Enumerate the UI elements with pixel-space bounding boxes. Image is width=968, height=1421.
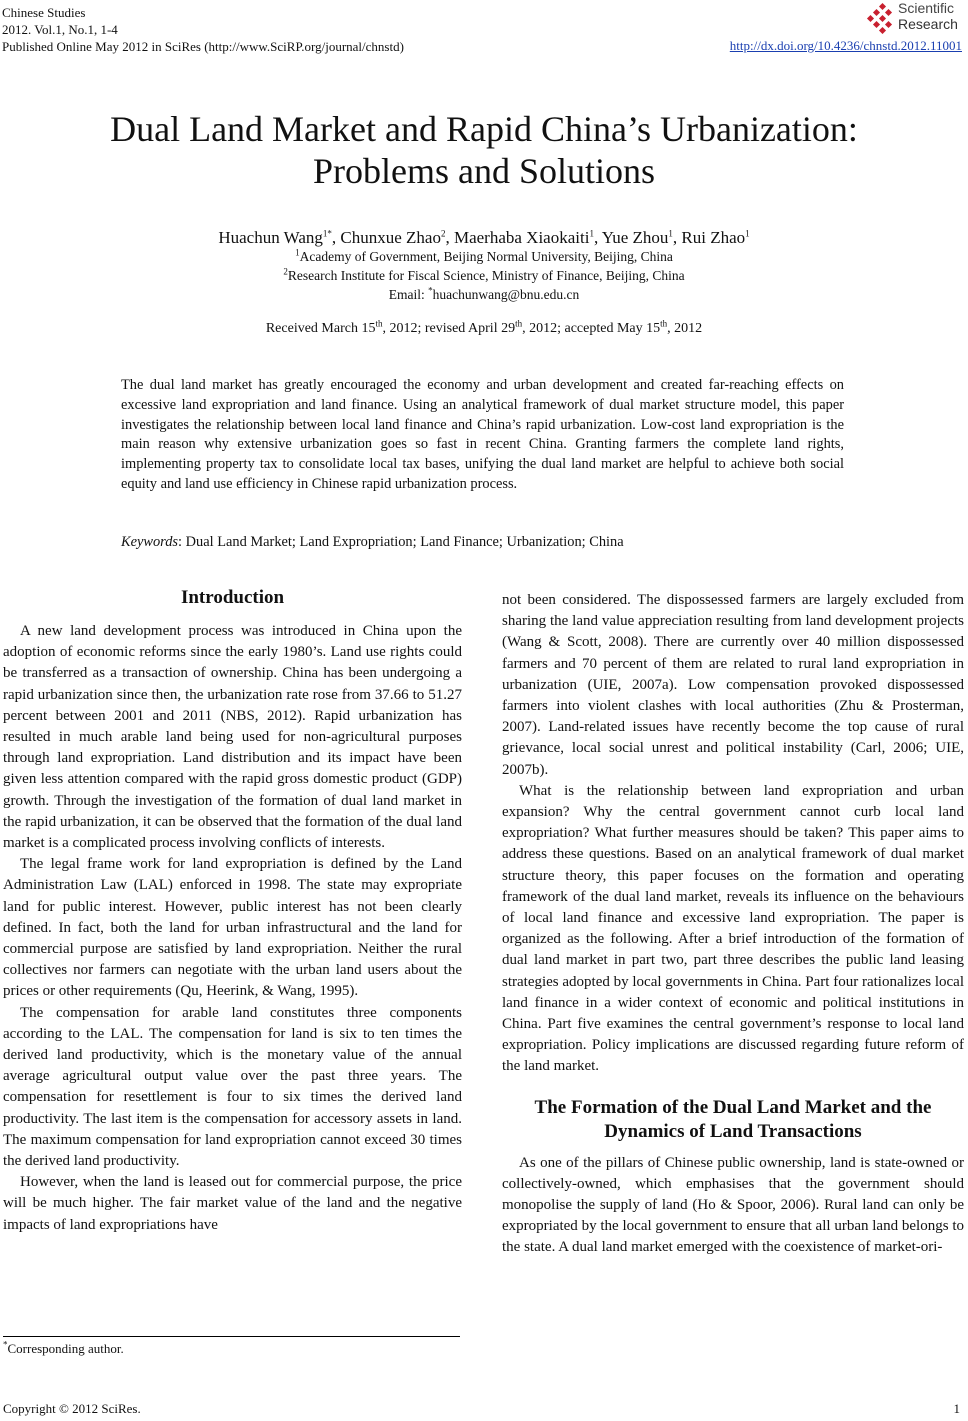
author-name: Huachun Wang — [218, 228, 323, 247]
footnote — [3, 1341, 124, 1357]
volume-info: 2012. Vol.1, No.1, 1-4 — [2, 22, 118, 37]
affiliation-1 — [0, 249, 968, 265]
logo-line-1: Scientific — [898, 0, 955, 16]
author-name: , Maerhaba Xiaokaiti — [445, 228, 590, 247]
section-heading-introduction: Introduction — [180, 587, 285, 608]
email-address[interactable]: huachunwang@bnu.edu.cn — [432, 287, 580, 302]
email-line — [0, 287, 968, 303]
email-mark: * — [428, 285, 433, 296]
section-heading-formation: The Formation of the Dual Land Market and the Dynamics of Land Transactions — [534, 1096, 932, 1142]
affiliation-text: Research Institute for Fiscal Science, Ministry of Finance, Beijing, China — [287, 268, 685, 283]
footer-copyright: Copyright © 2012 SciRes. — [3, 1401, 141, 1416]
author-affiliation-mark: 1* — [322, 228, 332, 239]
year-text: , 2012 — [667, 321, 703, 336]
footnote-text: Corresponding author. — [7, 1341, 124, 1356]
author-name: , Chunxue Zhao — [331, 228, 441, 247]
author-list — [0, 228, 968, 248]
paper-title — [0, 108, 968, 192]
left-column — [3, 621, 462, 1236]
publisher-logo — [864, 0, 964, 36]
keywords-label: Keywords — [121, 534, 179, 550]
body-paragraph: A new land development process was introduced in China upon the adoption of economic reforms since the early 1980’s. Land use rights could be transferred as a transaction of ownership. China has been undergoing a rapid urbanization since then, the urbanization rate rose from 37.66 to 51.27 percent between 2001 and 2011 (NBS, 2012). Rapid urbanization has resulted in much arable land being used for non-agricultural purposes through land expropriation. Land distribution and its impact have been given less attention compared with the rapid gross domestic product (GDP) growth. Through the investigation of the formation of dual land market in the rapid urbanization, it can be observed that the formation of the dual land market is a complicated process involving conflicts of interests. — [3, 623, 462, 852]
body-paragraph: As one of the pillars of Chinese public ownership, land is state-owned or collectively-owned, which emphasises that the government should monopolise the supply of land (Ho & Spoor, 2006). Rural land can only be expropriated by the local government to ensure that all urban land belongs to the state. A dual land market emerged with the coexistence of market-ori- — [502, 1154, 964, 1256]
publication-info: Published Online May 2012 in SciRes (http://www.SciRP.org/journal/chnstd) — [2, 39, 404, 54]
received-text: Received March 15 — [265, 321, 376, 336]
body-paragraph: not been considered. The dispossessed farmers are largely excluded from sharing the land value appreciation resulting from land development projects (Wang & Scott, 2008). There are currently over 40 million dispossessed farmers and 70 percent of them are related to rural land expropriation in urbanization (UIE, 2007a). Low compensation provoked dispossessed farmers into violent clashes with local authorities (Zhu & Prosterman, 2007). Land-related issues have recently become the top cause of rural grievance, local social unrest and political instability (Carl, 2006; UIE, 2007b). — [502, 592, 964, 778]
author-name: , Rui Zhao — [672, 228, 746, 247]
page-number: 1 — [953, 1401, 960, 1416]
author-affiliation-mark: 2 — [440, 228, 446, 239]
logo-text — [898, 0, 958, 32]
affiliation-text: Academy of Government, Beijing Normal University, Beijing, China — [299, 249, 673, 264]
keywords — [121, 534, 624, 551]
title-line-2: Problems and Solutions — [312, 151, 656, 191]
affiliation-mark: 2 — [283, 266, 288, 277]
accepted-text: , 2012; accepted May 15 — [522, 321, 661, 336]
title-line-1: Dual Land Market and Rapid China’s Urbanization: — [110, 109, 858, 149]
body-paragraph: What is the relationship between land expropriation and urban expansion? Why the central government cannot curb local land expropriation? What further measures should be taken? This paper aims to address these questions. Based on an analytical framework of dual market structure theory, this paper focuses on the formation and operating framework of the dual land market, reveals its influence on the behaviours of local land finance and excessive land expropriation. The paper is organized as the following. After a brief introduction of the formation of dual land market in part two, part three describes the public land leasing strategies adopted by local governments in China. Part four rationalizes local land finance in a wider context of economic and political institutions in China. Part five examines the central government’s response to local land expropriation. Policy implications are discussed regarding future reform of the land market. — [502, 782, 964, 1075]
journal-name: Chinese Studies — [2, 5, 86, 20]
body-paragraph: The legal frame work for land expropriation is defined by the Land Administration Law (LAL) enforced in 1998. The state may expropriate land for public interest. However, public interest has not been clearly defined. In fact, both the land for urban infrastructural and the land for commercial purpose are satisfied by land expropriation. Neither the rural collectives nor farmers can negotiate with the urban land users about the prices or other requirements (Qu, Heerink, & Wang, 1995). — [3, 856, 462, 1000]
body-paragraph: However, when the land is leased out for commercial purpose, the price will be much higher. The fair market value of the land and the negative impacts of land expropriations have — [3, 1174, 462, 1233]
author-affiliation-mark: 1 — [668, 228, 673, 239]
scientific-research-logo-icon — [864, 2, 896, 34]
ordinal-suffix: th — [375, 318, 383, 329]
logo-line-2: Research — [898, 16, 958, 32]
body-paragraph: The compensation for arable land constitutes three components according to the LAL. The compensation for land is six to ten times the derived land productivity, which is the monetary value of the annual average agricultural output value over the past three years. The compensation for resettlement is four to six times the derived land productivity. The last item is the compensation for accessory assets in land. The maximum compensation for land expropriation cannot exceed 30 times the derived land productivity. — [3, 1004, 462, 1170]
author-name: , Yue Zhou — [593, 228, 669, 247]
keywords-list: : Dual Land Market; Land Expropriation; Land Finance; Urbanization; China — [178, 534, 624, 550]
revised-text: , 2012; revised April 29 — [382, 321, 516, 336]
email-label: Email: — [388, 287, 429, 302]
author-affiliation-mark: 1 — [589, 228, 594, 239]
ordinal-suffix: th — [515, 318, 523, 329]
affiliation-2 — [0, 268, 968, 284]
footnote-mark: * — [3, 1339, 8, 1350]
footnote-divider — [3, 1336, 460, 1337]
running-header — [2, 4, 404, 55]
author-affiliation-mark: 1 — [745, 228, 750, 239]
abstract: The dual land market has greatly encouraged the economy and urban development and created far-reaching effects on excessive land expropriation and land finance. Using an analytical framework of dual market structure model, this paper investigates the relationship between local land finance and China’s rapid urbanization. Low-cost land expropriation is the main reason why extensive urbanization goes so fast in recent China. Granting farmers the complete land rights, implementing property tax to consolidate local tax bases, unifying the dual land market are helpful to achieve both social equity and land use efficiency in Chinese rapid urbanization process. — [121, 377, 844, 492]
right-column — [502, 590, 964, 1259]
received-dates — [0, 318, 968, 337]
ordinal-suffix: th — [660, 318, 668, 329]
doi-link[interactable]: http://dx.doi.org/10.4236/chnstd.2012.11001 — [729, 38, 962, 53]
affiliation-mark: 1 — [295, 247, 300, 258]
